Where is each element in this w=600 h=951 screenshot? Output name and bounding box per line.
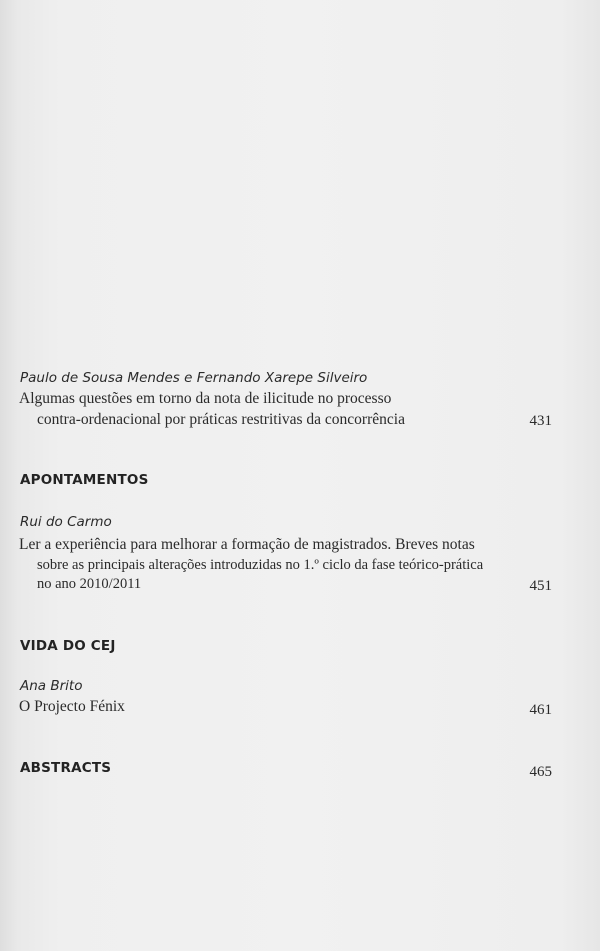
entry-title-line: Ler a experiência para melhorar a formação de magistrados. Breves notas: [19, 536, 475, 553]
entry-author: Ana Brito: [20, 678, 83, 694]
entry-page-number: 431: [529, 413, 552, 429]
entry-page-number: 451: [529, 578, 552, 594]
entry-page-number: 465: [529, 764, 552, 780]
entry-title-line: sobre as principais alterações introduzidas no 1.º ciclo da fase teórico-prática: [37, 557, 484, 573]
entry-page-number: 461: [529, 702, 552, 718]
section-heading: ABSTRACTS: [20, 760, 112, 776]
entry-author: Paulo de Sousa Mendes e Fernando Xarepe Silveiro: [20, 370, 368, 386]
section-heading: VIDA DO CEJ: [20, 638, 116, 654]
entry-title-line: O Projecto Fénix: [19, 698, 125, 715]
entry-author: Rui do Carmo: [20, 514, 112, 530]
entry-title-line: contra-ordenacional por práticas restritivas da concorrência: [37, 411, 405, 428]
entry-title-line: no ano 2010/2011: [37, 576, 142, 592]
section-heading: APONTAMENTOS: [20, 472, 149, 488]
entry-title-line: Algumas questões em torno da nota de ilicitude no processo: [19, 390, 392, 407]
